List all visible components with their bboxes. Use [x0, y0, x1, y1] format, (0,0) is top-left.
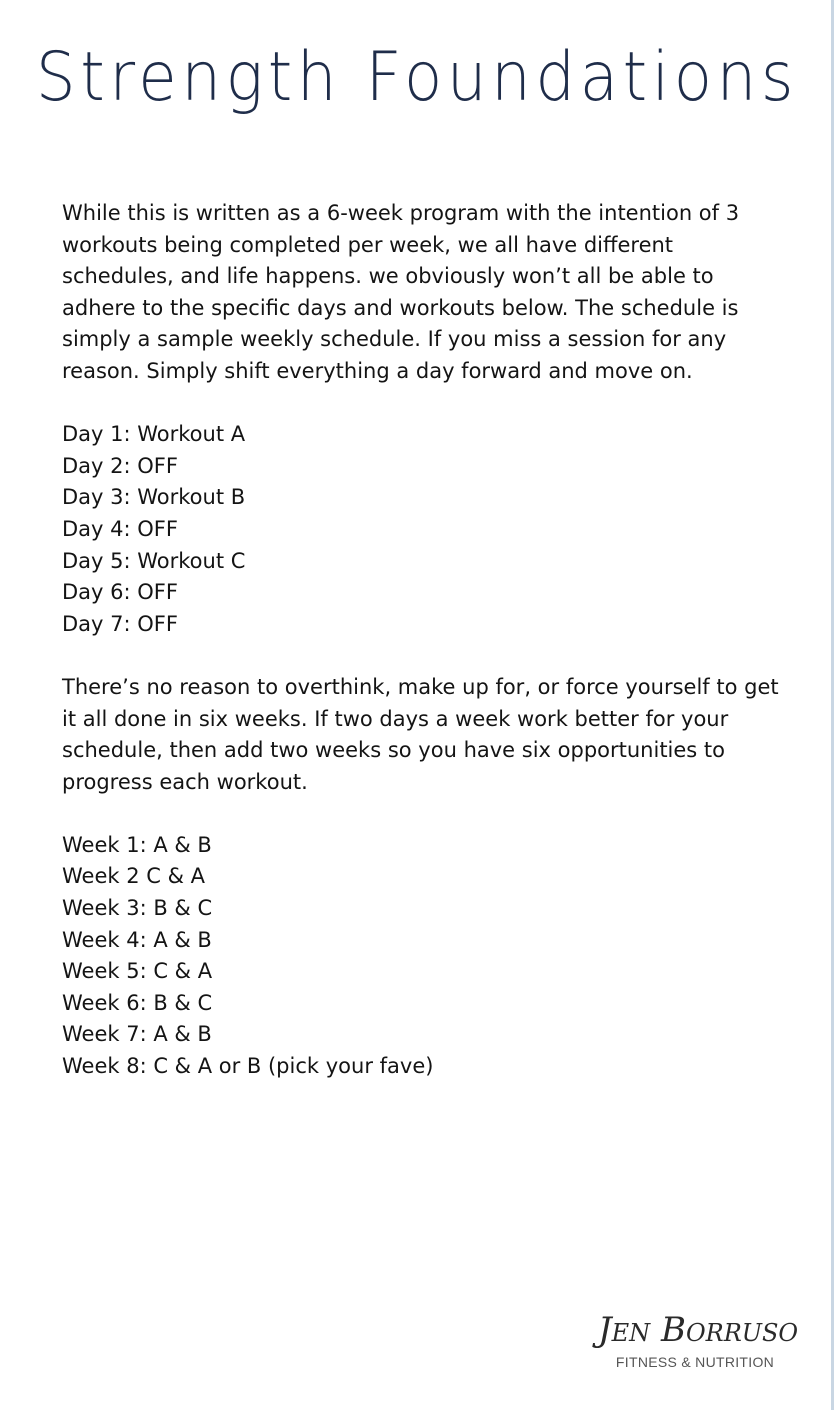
week-schedule-item: Week 2 C & A [62, 864, 206, 889]
day-schedule-item: Day 4: OFF [62, 516, 178, 541]
day-schedule-list [62, 419, 782, 640]
week-schedule-item: Week 1: A & B [62, 832, 212, 857]
brand-logo [598, 1308, 798, 1370]
intro-paragraph: While this is written as a 6-week program with the intention of 3 workouts being completed per week, we all have different schedules, and life happens. we obviously won’t all be able to adhere to the specific days and workouts below. The schedule is simply a sample weekly schedule. If you miss a session for any reason. Simply shift everything a day forward and move on. [62, 201, 740, 383]
week-schedule-item: Week 4: A & B [62, 927, 212, 952]
day-schedule-item: Day 2: OFF [62, 453, 178, 478]
day-schedule-item: Day 7: OFF [62, 611, 178, 636]
logo-tagline: FITNESS & NUTRITION [615, 1354, 775, 1370]
week-schedule-item: Week 7: A & B [62, 1022, 212, 1047]
page-title: Strength Foundations [35, 38, 799, 117]
week-schedule-list [62, 830, 782, 1083]
day-schedule-item: Day 1: Workout A [62, 422, 246, 447]
note-paragraph: There’s no reason to overthink, make up for, or force yourself to get it all done in six weeks. If two days a week work better for your schedule, then add two weeks so you have six opportunities to progress each workout. [62, 674, 779, 794]
week-schedule-item: Week 5: C & A [62, 959, 213, 984]
logo-name: Jen Borruso [598, 1310, 799, 1350]
week-schedule-item: Week 8: C & A or B (pick your fave) [62, 1054, 434, 1079]
week-schedule-item: Week 3: B & C [62, 896, 213, 921]
day-schedule-item: Day 3: Workout B [62, 485, 246, 510]
day-schedule-item: Day 6: OFF [62, 580, 178, 605]
day-schedule-item: Day 5: Workout C [62, 548, 246, 573]
document-body [62, 198, 782, 1083]
week-schedule-item: Week 6: B & C [62, 990, 213, 1015]
